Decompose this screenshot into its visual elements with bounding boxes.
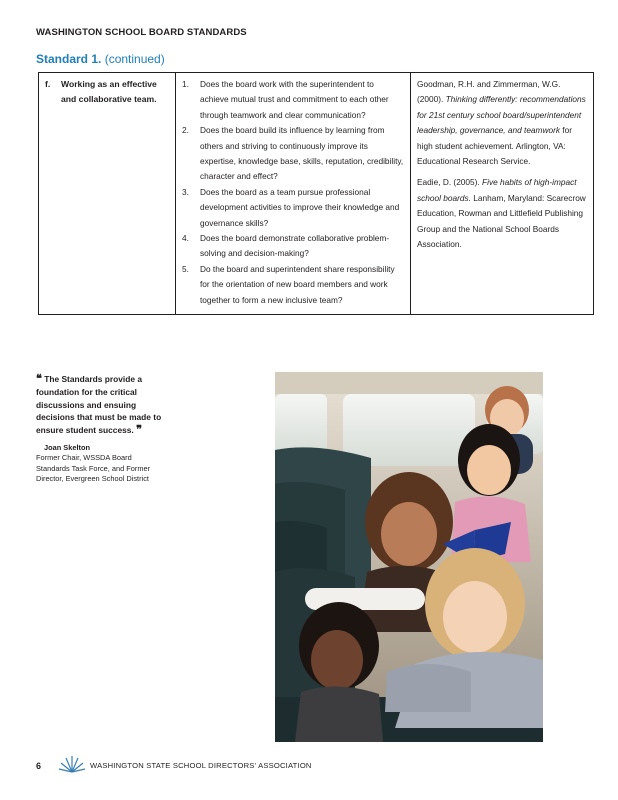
list-item xyxy=(182,123,404,185)
list-item xyxy=(182,77,404,123)
standards-table xyxy=(38,72,594,315)
indicator-letter: f. xyxy=(45,79,51,89)
footer-org: WASHINGTON STATE SCHOOL DIRECTORS' ASSOCIATION xyxy=(90,761,312,770)
author-role: Former Chair, WSSDA Board Standards Task Force, and Former Director, Evergreen School District xyxy=(36,453,151,484)
reference-2 xyxy=(417,175,587,252)
reference-author: Eadie, D. (2005). xyxy=(417,177,480,188)
children-on-bus-photo xyxy=(275,372,543,742)
page-number: 6 xyxy=(36,761,42,771)
question-number: 5. xyxy=(182,263,189,274)
question-number: 3. xyxy=(182,186,189,197)
quote-text xyxy=(36,373,164,437)
question-number: 4. xyxy=(182,233,189,244)
references-cell xyxy=(411,73,594,315)
author-name: Joan Skelton xyxy=(44,442,90,452)
reference-title: Thinking differently: recommendations for 21st century school board/superintendent leadership, governance, and teamwork xyxy=(417,94,586,136)
quote-body: The Standards provide a foundation for the critical discussions and ensuing decisions that must be made to ensure student success. xyxy=(36,374,162,436)
question-text: Does the board demonstrate collaborative problem-solving and decision-making? xyxy=(200,233,390,259)
quote-author xyxy=(36,443,164,485)
reference-title: Five habits of high-impact school boards. xyxy=(417,177,577,203)
reference-publisher: Lanham, Maryland: Scarecrow Education, Rowman and Littlefield Publishing Group and the National School Boards Association. xyxy=(417,192,586,250)
open-quote-icon: ❝ xyxy=(36,372,42,385)
page-header: WASHINGTON SCHOOL BOARD STANDARDS xyxy=(36,27,247,38)
reference-1 xyxy=(417,77,587,169)
list-item xyxy=(182,231,404,262)
indicator-text: Working as an effective and collaborative team. xyxy=(61,79,157,105)
list-item xyxy=(182,185,404,231)
question-text: Does the board work with the superintendent to achieve mutual trust and commitment to each other through teamwork and clear communication? xyxy=(200,79,389,120)
question-text: Does the board as a team pursue professional development activities to improve their knowledge and governance skills? xyxy=(200,186,400,228)
reference-author: Goodman, R.H. and Zimmerman, W.G. (2000). xyxy=(417,79,561,105)
standard-label: Standard 1. xyxy=(36,52,102,66)
questions-cell xyxy=(176,73,411,315)
close-quote-icon: ❞ xyxy=(136,423,142,437)
question-number: 2. xyxy=(182,125,189,136)
table-row xyxy=(39,73,594,315)
indicator-cell xyxy=(39,73,176,315)
standard-title xyxy=(36,52,165,66)
questions-list xyxy=(182,77,404,308)
reference-publisher: for high student achievement. Arlington, VA: Educational Research Service. xyxy=(417,125,572,167)
pull-quote xyxy=(36,373,164,485)
wssda-logo-icon xyxy=(58,753,86,773)
standard-continued: (continued) xyxy=(101,52,165,66)
question-text: Does the board build its influence by learning from others and striving to continuously improve its expertise, knowledge base, skills, reputation, credibility, character and effect? xyxy=(200,125,404,182)
list-item xyxy=(182,262,404,308)
question-number: 1. xyxy=(182,79,189,89)
photo-illustration xyxy=(275,372,543,742)
question-text: Do the board and superintendent share responsibility for the orientation of new board members and work together to form a new inclusive team? xyxy=(200,263,395,305)
